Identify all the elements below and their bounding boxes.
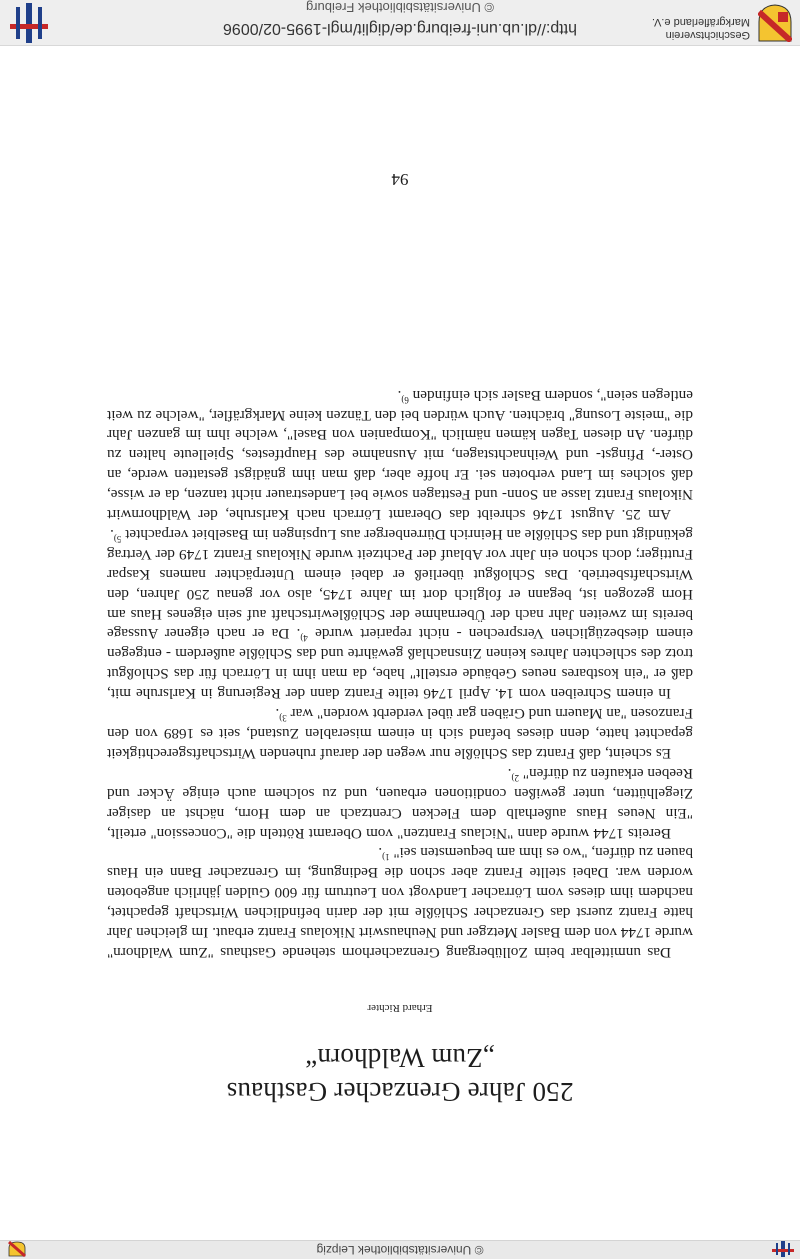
society-name: Geschichtsverein Markgräflerland e.V. (651, 16, 750, 41)
header-credit: © Universitätsbibliothek Leipzig (316, 1243, 484, 1257)
paragraph: In einem Schreiben vom 14. April 1746 teilte Frantz dann der Regierung in Karlsruhe mit, daß er "ein kostbares neues Gebäude erstellt" habe, da man ihm in Lörrach für das Schloßgut trotz des schlechten Jahres keinen Zinsnachlaß gewährte und das Schlößle außerdem - entgegen einem diesbezüglichen Versprechen - nicht repariert wurde $^{4)}$. Da er nach eigener Aussage bereits im zweiten Jahr nach der Übernahme der Schlößlewirtschaft auf sein eigenes Haus am Horn gezogen ist, begann er folglich dort im Jahre 1745, also vor genau 250 Jahren, den Wirtschaftsbetrieb. Das Schloßgut überließ er dabei einem Unterpächter namens Kaspar Fruttiger; doch schon ein Jahr vor Ablauf der Pachtzeit wurde Nikolaus Frantz 1749 der Vertrag gekündigt und das Schlößle an Heinrich Dürrenberger aus Lupsingen im Baselbiet verpachtet $^{5)}$. (106, 525, 693, 703)
footer-bar (0, 0, 800, 46)
footnote-ref: 3) (279, 713, 287, 724)
footnote-ref: 5) (113, 534, 122, 545)
paragraph: Bereits 1744 wurde dann "Niclaus Frantzen" vom Oberamt Rötteln die "Concession" erteilt, "Ein Neues Haus außerhalb dem Flecken Crentzach an dem Horn, nächst an dasiger Ziegelhütten, unter gewißen conditionen erbauen, und zu solchem auch einige Äcker und Reeben erkaufen zu dürfen" $^{2)}$. (107, 764, 693, 842)
document-title (0, 1041, 800, 1109)
university-library-freiburg-logo-icon (6, 3, 52, 43)
paragraph: Das unmittelbar beim Zollübergang Grenzacherhorn stehende Gasthaus "Zum Waldhorn" wurde 1744 von dem Basler Metzger und Neuhauswirt Nikolaus Frantz erbaut. Im gleichen Jahr hatte Frantz zuerst das Grenzacher Schlößle mit der darin befindlichen Wirtschaft gepachtet, nachdem ihm dieses vom Lörracher Landvogt von Leutrum für 600 Gulden jährlich angeboten worden war. Dabei stellte Frantz aber schon die Bedingung, im Grenzacher Bann ein Haus bauen zu dürfen, "wo es ihm am bequemsten sei" $^{1)}$. (107, 844, 693, 961)
footer-credit: © Universitätsbibliothek Freiburg (305, 0, 495, 15)
footnote-ref: 6) (401, 394, 409, 405)
top-bar (0, 1240, 800, 1259)
footnote-ref: 1) (382, 852, 390, 863)
crest-icon (8, 1241, 26, 1257)
paragraph: Es scheint, daß Frantz das Schlößle nur wegen der darauf ruhenden Wirtschaftsgerechtigkeit gepachtet hatte, denn dieses befand sich in einem miserablen Zustand, seit es 1689 von den Franzosen "an Mauern und Gräben gar übel verderbt worden" war $^{3)}$. (107, 705, 693, 762)
page-number: 94 (391, 170, 409, 189)
title-line-2: „Zum Waldhorn“ (305, 1043, 495, 1073)
paragraph: Am 25. August 1746 schreibt das Oberamt Lörrach nach Karlsruhe, der Waldhornwirt Nikolaus Frantz lasse an Sonn- und Festtagen sowie bei Landestrauer nicht tanzen, da er wisse, daß solches im Land verboten sei. Er hoffe aber, daß man ihm gnädigst gestatten werde, an Oster-, Pfingst- und Weihnachtstagen, mit Ausnahme des Hauptfestes, Spielleute halten zu dürfen. An diesen Tagen kämen nämlich "Kompanien von Basel", welche ihm im ganzen Jahr die "meiste Losung" brächten. Auch würden bei den Tänzen keine Markgräfler, "welche zu weit entlegen seien", sondern Basler sich einfinden $^{6)}$. (107, 386, 693, 524)
author: Erhard Richter (367, 1002, 433, 1014)
body-text (107, 385, 693, 962)
title-line-1: 250 Jahre Grenzacher Gasthaus (226, 1077, 574, 1107)
footnote-ref: 4) (300, 633, 308, 644)
footnote-ref: 2) (511, 772, 519, 783)
document-url[interactable]: http://dl.ub.uni-freiburg.de/diglit/mgl-1995-02/0096 (223, 20, 577, 37)
